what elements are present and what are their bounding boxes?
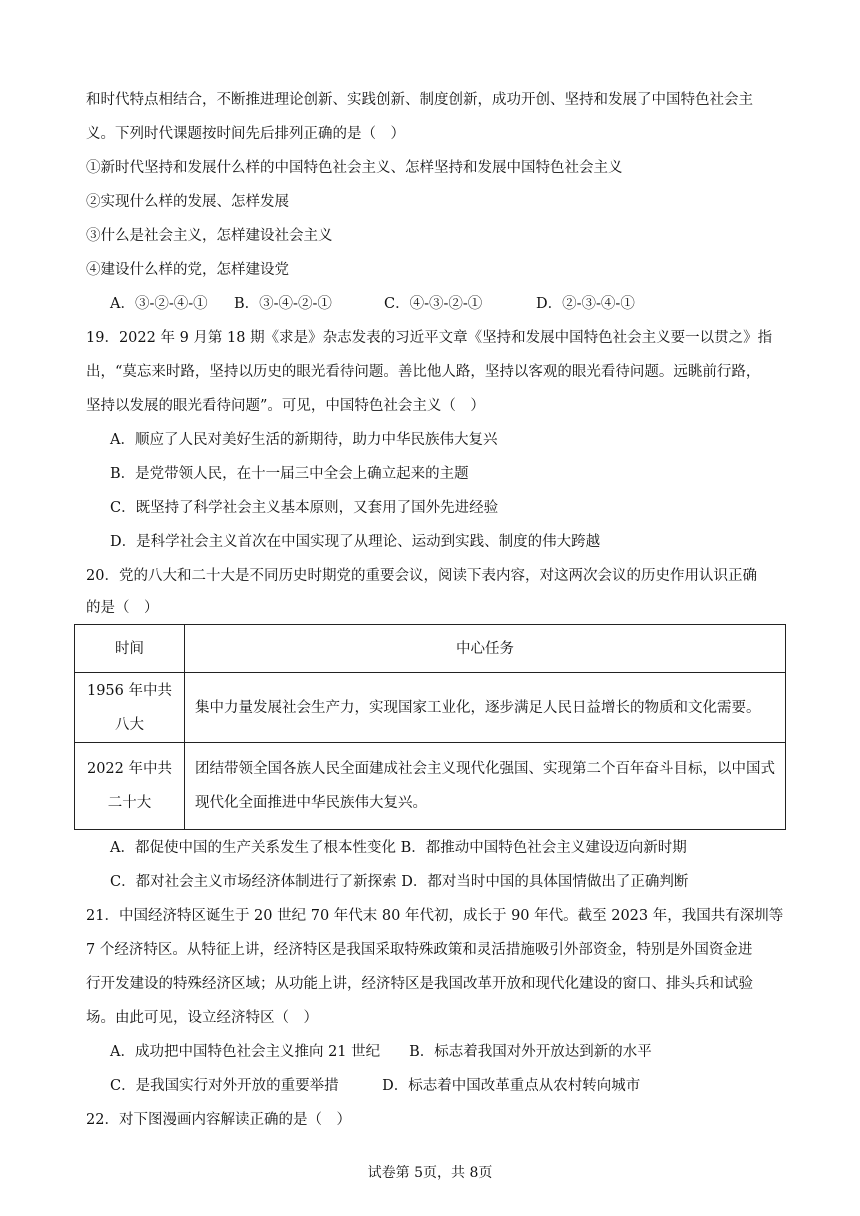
- q21-stem: 21．中国经济特区诞生于 20 世纪 70 年代末 80 年代初，成长于 90 年代。截至 2023 年，我国共有深圳等: [86, 908, 784, 924]
- table-cell-time: 2022 年中共二十大: [75, 743, 185, 829]
- text-line: ②实现什么样的发展、怎样发展: [86, 194, 289, 210]
- table-row: [75, 743, 785, 829]
- text-line: ①新时代坚持和发展什么样的中国特色社会主义、怎样坚持和发展中国特色社会主义: [86, 160, 623, 176]
- q20-stem: 20．党的八大和二十大是不同历史时期党的重要会议，阅读下表内容，对这两次会议的历史作用认识正确: [86, 568, 757, 584]
- q19-stem: 坚持以发展的眼光看待问题”。可见，中国特色社会主义（ ）: [86, 398, 485, 414]
- q19-option-d: D．是科学社会主义首次在中国实现了从理论、运动到实践、制度的伟大跨越: [110, 534, 601, 550]
- text-line: ④建设什么样的党，怎样建设党: [86, 262, 289, 278]
- q18-option-d: D．②-③-④-①: [536, 296, 635, 312]
- table-cell-task: 团结带领全国各族人民全面建成社会主义现代化强国、实现第二个百年奋斗目标，以中国式现代化全面推进中华民族伟大复兴。: [195, 761, 775, 811]
- q18-option-a: A．③-②-④-①: [110, 296, 208, 312]
- q18-option-c: C．④-③-②-①: [384, 296, 483, 312]
- table-header-task: 中心任务: [456, 640, 514, 657]
- q19-stem: 19．2022 年 9 月第 18 期《求是》杂志发表的习近平文章《坚持和发展中国特色社会主义要一以贯之》指: [86, 330, 773, 346]
- table-header-time: 时间: [75, 625, 185, 672]
- q20-options-ab: A．都促使中国的生产关系发生了根本性变化 B．都推动中国特色社会主义建设迈向新时期: [110, 840, 687, 856]
- q20-stem: 的是（ ）: [86, 600, 159, 616]
- text-line: ③什么是社会主义，怎样建设社会主义: [86, 228, 333, 244]
- q20-table: [74, 624, 786, 830]
- q21-stem: 行开发建设的特殊经济区域；从功能上讲，经济特区是我国改革开放和现代化建设的窗口、排头兵和试验: [86, 976, 753, 992]
- table-header-row: [75, 625, 785, 673]
- table-row: [75, 673, 785, 743]
- text-line: 和时代特点相结合，不断推进理论创新、实践创新、制度创新，成功开创、坚持和发展了中国特色社会主: [86, 92, 753, 108]
- q19-option-c: C．既坚持了科学社会主义基本原则，又套用了国外先进经验: [110, 500, 499, 516]
- text-line: 义。下列时代课题按时间先后排列正确的是（ ）: [86, 126, 405, 142]
- q22-stem: 22．对下图漫画内容解读正确的是（ ）: [86, 1112, 351, 1128]
- table-cell-time: 1956 年中共八大: [75, 673, 185, 742]
- q19-stem: 出，“莫忘来时路，坚持以历史的眼光看待问题。善比他人路，坚持以客观的眼光看待问题。远眺前行路，: [86, 364, 761, 380]
- q21-stem: 7 个经济特区。从特征上讲，经济特区是我国采取特殊政策和灵活措施吸引外部资金，特别是外国资金进: [86, 942, 753, 958]
- q19-option-a: A．顺应了人民对美好生活的新期待，助力中华民族伟大复兴: [110, 432, 498, 448]
- q20-options-cd: C．都对社会主义市场经济体制进行了新探索 D．都对当时中国的具体国情做出了正确判断: [110, 874, 689, 890]
- table-cell-task: 集中力量发展社会生产力，实现国家工业化，逐步满足人民日益增长的物质和文化需要。: [195, 699, 761, 716]
- q21-options-ab: A．成功把中国特色社会主义推向 21 世纪 B．标志着我国对外开放达到新的水平: [110, 1044, 652, 1060]
- page-footer: 试卷第 5页，共 8页: [367, 1165, 493, 1181]
- q18-option-b: B．③-④-②-①: [234, 296, 332, 312]
- q21-options-cd: C．是我国实行对外开放的重要举措 D．标志着中国改革重点从农村转向城市: [110, 1078, 641, 1094]
- q21-stem: 场。由此可见，设立经济特区（ ）: [86, 1010, 318, 1026]
- q19-option-b: B．是党带领人民，在十一届三中全会上确立起来的主题: [110, 466, 469, 482]
